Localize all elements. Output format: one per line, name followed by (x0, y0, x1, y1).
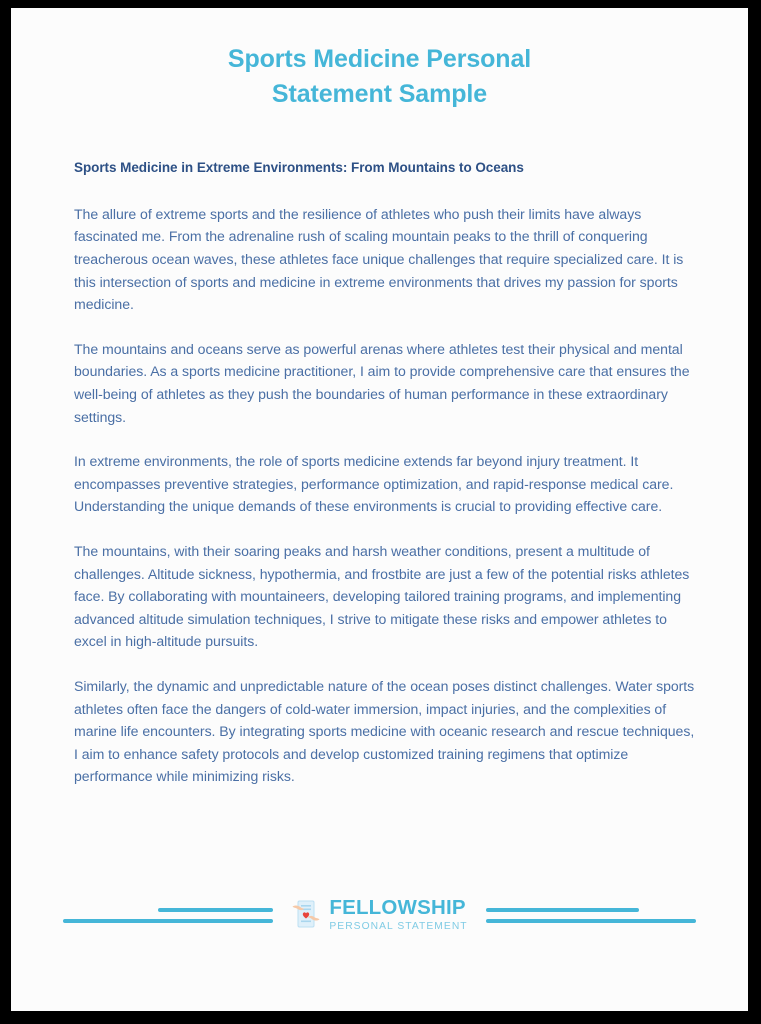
divider-line (486, 919, 696, 923)
body-paragraph: The allure of extreme sports and the resilience of athletes who push their limits have always fascinated me. From the adrenaline rush of scaling mountain peaks to the thrill of conquering treacherous ocean waves, these athletes face unique challenges that require specialized care. It is this intersection of sports and medicine in extreme environments that drives my passion for sports medicine. (74, 205, 684, 313)
page-title-line-2: Statement Sample (271, 79, 488, 108)
section-heading: Sports Medicine in Extreme Environments: From Mountains to Oceans (74, 160, 524, 175)
body-paragraph: The mountains, with their soaring peaks and harsh weather conditions, present a multitude of challenges. Altitude sickness, hypothermia, and frostbite are just a few of the potential risks athletes face. By collaborating with mountaineers, developing tailored training programs, and implementing advanced altitude simulation techniques, I strive to mitigate these risks and empower athletes to excel in high-altitude pursuits. (74, 543, 690, 650)
divider-line (63, 919, 273, 923)
body-paragraph: The mountains and oceans serve as powerful arenas where athletes test their physical and mental boundaries. As a sports medicine practitioner, I aim to provide comprehensive care that ensures the well-being of athletes as they push the boundaries of human performance in these extraordinary settings. (74, 340, 690, 425)
document-page (11, 8, 748, 1011)
footer-divider-right (486, 908, 696, 923)
divider-line (158, 908, 274, 912)
document-footer (11, 887, 748, 943)
footer-divider-left (63, 908, 273, 923)
body-paragraph: In extreme environments, the role of sports medicine extends far beyond injury treatment. It encompasses preventive strategies, performance optimization, and rapid-response medical care. Understanding the unique demands of these environments is crucial to providing effective care. (74, 453, 674, 515)
statement-body (74, 203, 696, 788)
page-title (170, 42, 590, 111)
document-content (11, 8, 748, 788)
brand-logo (273, 898, 485, 932)
brand-name: FELLOWSHIP (329, 896, 466, 920)
page-title-line-1: Sports Medicine Personal (227, 45, 532, 73)
body-paragraph: Similarly, the dynamic and unpredictable nature of the ocean poses distinct challenges. Water sports athletes often face the dangers of cold-water immersion, impact injuries, and the complexities of marine life encounters. By integrating sports medicine with oceanic research and rescue techniques, I aim to enhance safety protocols and develop customized training regimens that optimize performance while minimizing risks. (74, 677, 695, 785)
brand-tagline: PERSONAL STATEMENT (329, 920, 468, 932)
brand-logo-text (329, 898, 467, 932)
hands-holding-document-with-heart-icon (291, 898, 321, 932)
divider-line (486, 908, 640, 912)
